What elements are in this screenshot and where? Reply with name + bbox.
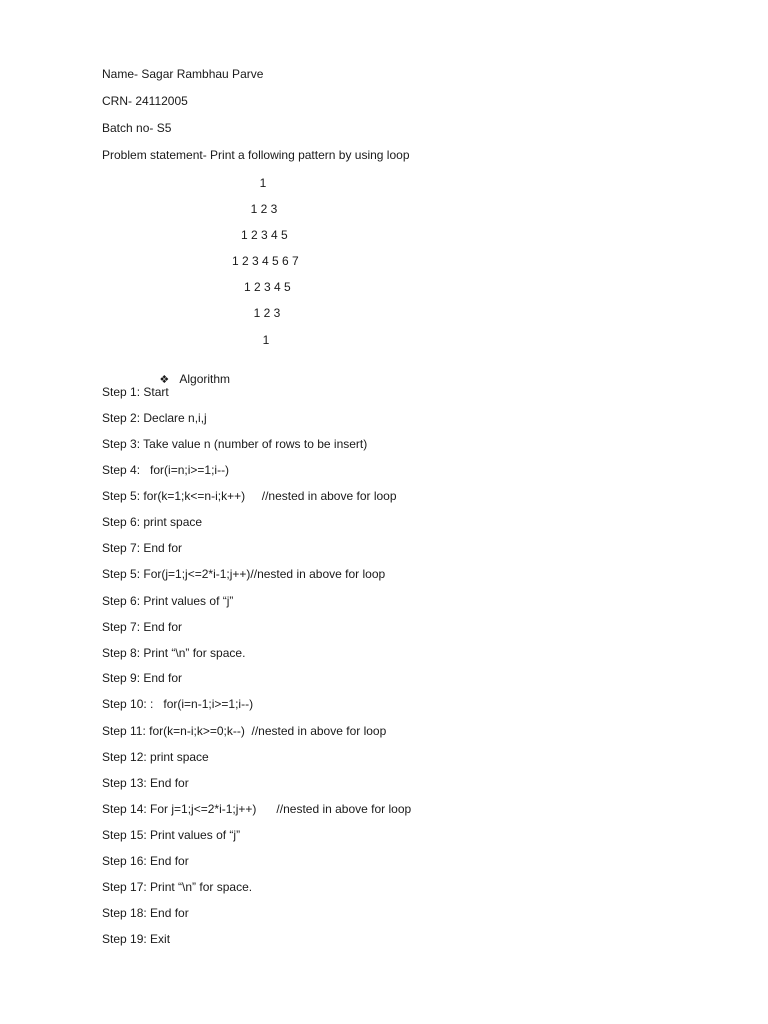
step-line: Step 5: For(j=1;j<=2*i-1;j++)//nested in above for loop [102, 567, 386, 581]
step-line: Step 6: print space [102, 515, 203, 529]
pattern-row: 1 2 3 4 5 6 7 [232, 254, 299, 268]
pattern-row: 1 [259, 176, 267, 190]
step-line: Step 8: Print “\n” for space. [102, 646, 246, 660]
step-line: Step 12: print space [102, 750, 209, 764]
step-line: Step 4: for(i=n;i>=1;i--) [102, 463, 230, 477]
step-line: Step 11: for(k=n-i;k>=0;k--) //nested in above for loop [102, 724, 387, 738]
pattern-row: 1 2 3 4 5 [244, 280, 291, 294]
pattern-row: 1 2 3 4 5 [241, 228, 288, 242]
problem-statement: Problem statement- Print a following pattern by using loop [102, 148, 410, 162]
step-line: Step 17: Print “\n” for space. [102, 880, 253, 894]
batch-number: Batch no- S5 [102, 121, 172, 135]
step-line: Step 7: End for [102, 620, 183, 634]
student-crn: CRN- 24112005 [102, 94, 188, 108]
step-line: Step 2: Declare n,i,j [102, 411, 207, 425]
step-line: Step 9: End for [102, 671, 183, 685]
step-line: Step 10: : for(i=n-1;i>=1;i--) [102, 697, 254, 711]
step-line: Step 13: End for [102, 776, 189, 790]
pattern-row: 1 2 3 [253, 306, 281, 320]
step-line: Step 18: End for [102, 906, 189, 920]
step-line: Step 5: for(k=1;k<=n-i;k++) //nested in above for loop [102, 489, 397, 503]
step-line: Step 19: Exit [102, 932, 171, 946]
step-line: Step 15: Print values of “j” [102, 828, 241, 842]
step-line: Step 6: Print values of “j” [102, 594, 234, 608]
step-line: Step 14: For j=1;j<=2*i-1;j++) //nested in above for loop [102, 802, 412, 816]
diamond-bullet-icon: ❖ [159, 374, 170, 386]
step-line: Step 7: End for [102, 541, 183, 555]
step-line: Step 1: Start [102, 385, 169, 399]
algorithm-heading: Algorithm [179, 372, 231, 386]
step-line: Step 16: End for [102, 854, 189, 868]
pattern-row: 1 2 3 [250, 202, 278, 216]
step-line: Step 3: Take value n (number of rows to be insert) [102, 437, 368, 451]
pattern-row: 1 [262, 333, 270, 347]
student-name: Name- Sagar Rambhau Parve [102, 67, 264, 81]
